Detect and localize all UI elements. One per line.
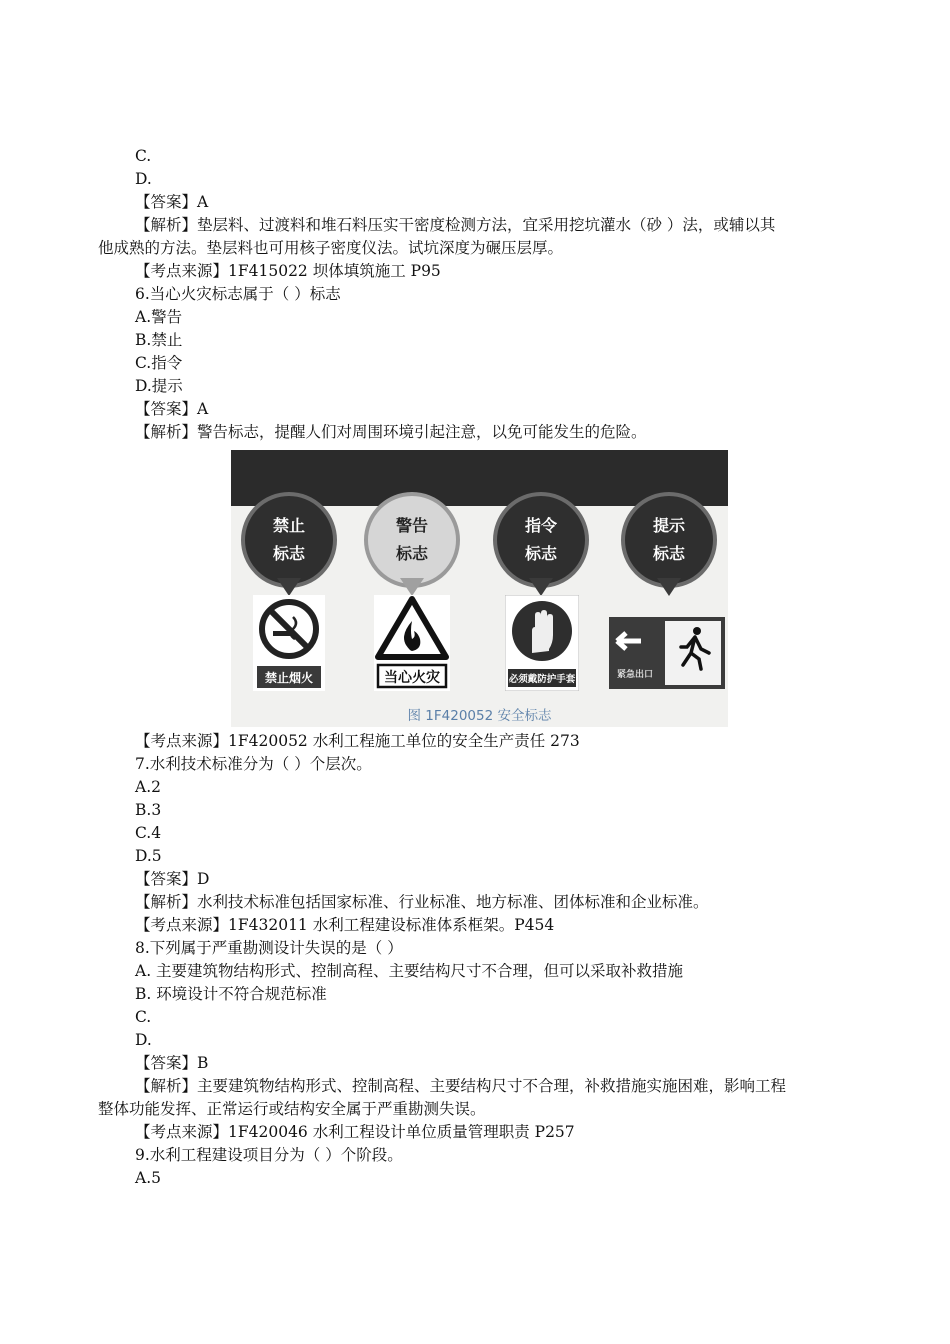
sign-label: 紧急出口	[616, 670, 654, 680]
answer: 【答案】A	[135, 400, 209, 418]
text-line: D.	[135, 170, 152, 188]
option: A.警告	[135, 308, 183, 326]
safety-signs-figure	[231, 450, 728, 727]
category-label: 标志	[395, 544, 428, 563]
protective-gloves-icon	[505, 595, 579, 691]
explanation: 整体功能发挥、正常运行或结构安全属于严重勘测失误。	[98, 1100, 486, 1118]
option: C.4	[135, 824, 162, 842]
answer: 【答案】D	[135, 870, 210, 888]
text-line: 【考点来源】1F415022 坝体填筑施工 P95	[135, 262, 441, 280]
category-badge	[364, 492, 460, 610]
option: C.	[135, 1008, 152, 1026]
option: A. 主要建筑物结构形式、控制高程、主要结构尺寸不合理，但可以采取补救措施	[135, 962, 684, 980]
option: D.	[135, 1031, 152, 1049]
category-label: 标志	[652, 544, 685, 563]
category-label: 警告	[395, 516, 428, 535]
emergency-exit-icon	[609, 595, 725, 691]
answer: 【答案】B	[135, 1054, 209, 1072]
question-stem: 7.水利技术标准分为（ ）个层次。	[135, 755, 372, 773]
fire-warning-icon	[374, 595, 450, 691]
sign-label: 当心火灾	[384, 670, 440, 686]
text-line: 【考点来源】1F420046 水利工程设计单位质量管理职责 P257	[135, 1123, 575, 1141]
question-stem: 8.下列属于严重勘测设计失误的是（ ）	[135, 939, 403, 957]
option: D.提示	[135, 377, 183, 395]
category-label: 禁止	[272, 516, 305, 535]
explanation: 【解析】水利技术标准包括国家标准、行业标准、地方标准、团体标准和企业标准。	[135, 893, 709, 911]
category-label: 标志	[524, 544, 557, 563]
category-label: 指令	[524, 516, 557, 535]
text-line: 【解析】垫层料、过渡料和堆石料压实干密度检测方法，宜采用挖坑灌水（砂 ）法，或辅以其	[135, 216, 776, 234]
option: B.3	[135, 801, 162, 819]
option: A.5	[135, 1169, 161, 1187]
explanation: 【解析】主要建筑物结构形式、控制高程、主要结构尺寸不合理，补救措施实施困难，影响工程	[135, 1077, 787, 1095]
option: A.2	[135, 778, 161, 796]
text-line: 他成熟的方法。垫层料也可用核子密度仪法。试坑深度为碾压层厚。	[98, 239, 564, 257]
question-stem: 6.当心火灾标志属于（ ）标志	[135, 285, 341, 303]
option: C.指令	[135, 354, 183, 372]
category-label: 标志	[272, 544, 305, 563]
text-line: 【答案】A	[135, 193, 209, 211]
figure-caption: 图 1F420052 安全标志	[407, 708, 552, 724]
option: B. 环境设计不符合规范标准	[135, 985, 327, 1003]
text-line: 【考点来源】1F432011 水利工程建设标准体系框架。P454	[135, 916, 555, 934]
question-stem: 9.水利工程建设项目分为（ ）个阶段。	[135, 1146, 403, 1164]
option: B.禁止	[135, 331, 183, 349]
explanation: 【解析】警告标志，提醒人们对周围环境引起注意，以免可能发生的危险。	[135, 423, 647, 441]
option: D.5	[135, 847, 162, 865]
category-badge	[493, 492, 589, 610]
text-line: C.	[135, 147, 152, 165]
sign-label: 必须戴防护手套	[508, 674, 576, 685]
category-badge	[621, 492, 717, 610]
category-badge	[241, 492, 337, 610]
category-label: 提示	[652, 516, 685, 535]
no-smoking-icon	[253, 595, 325, 691]
sign-label: 禁止烟火	[264, 671, 314, 685]
text-line: 【考点来源】1F420052 水利工程施工单位的安全生产责任 273	[135, 732, 580, 750]
